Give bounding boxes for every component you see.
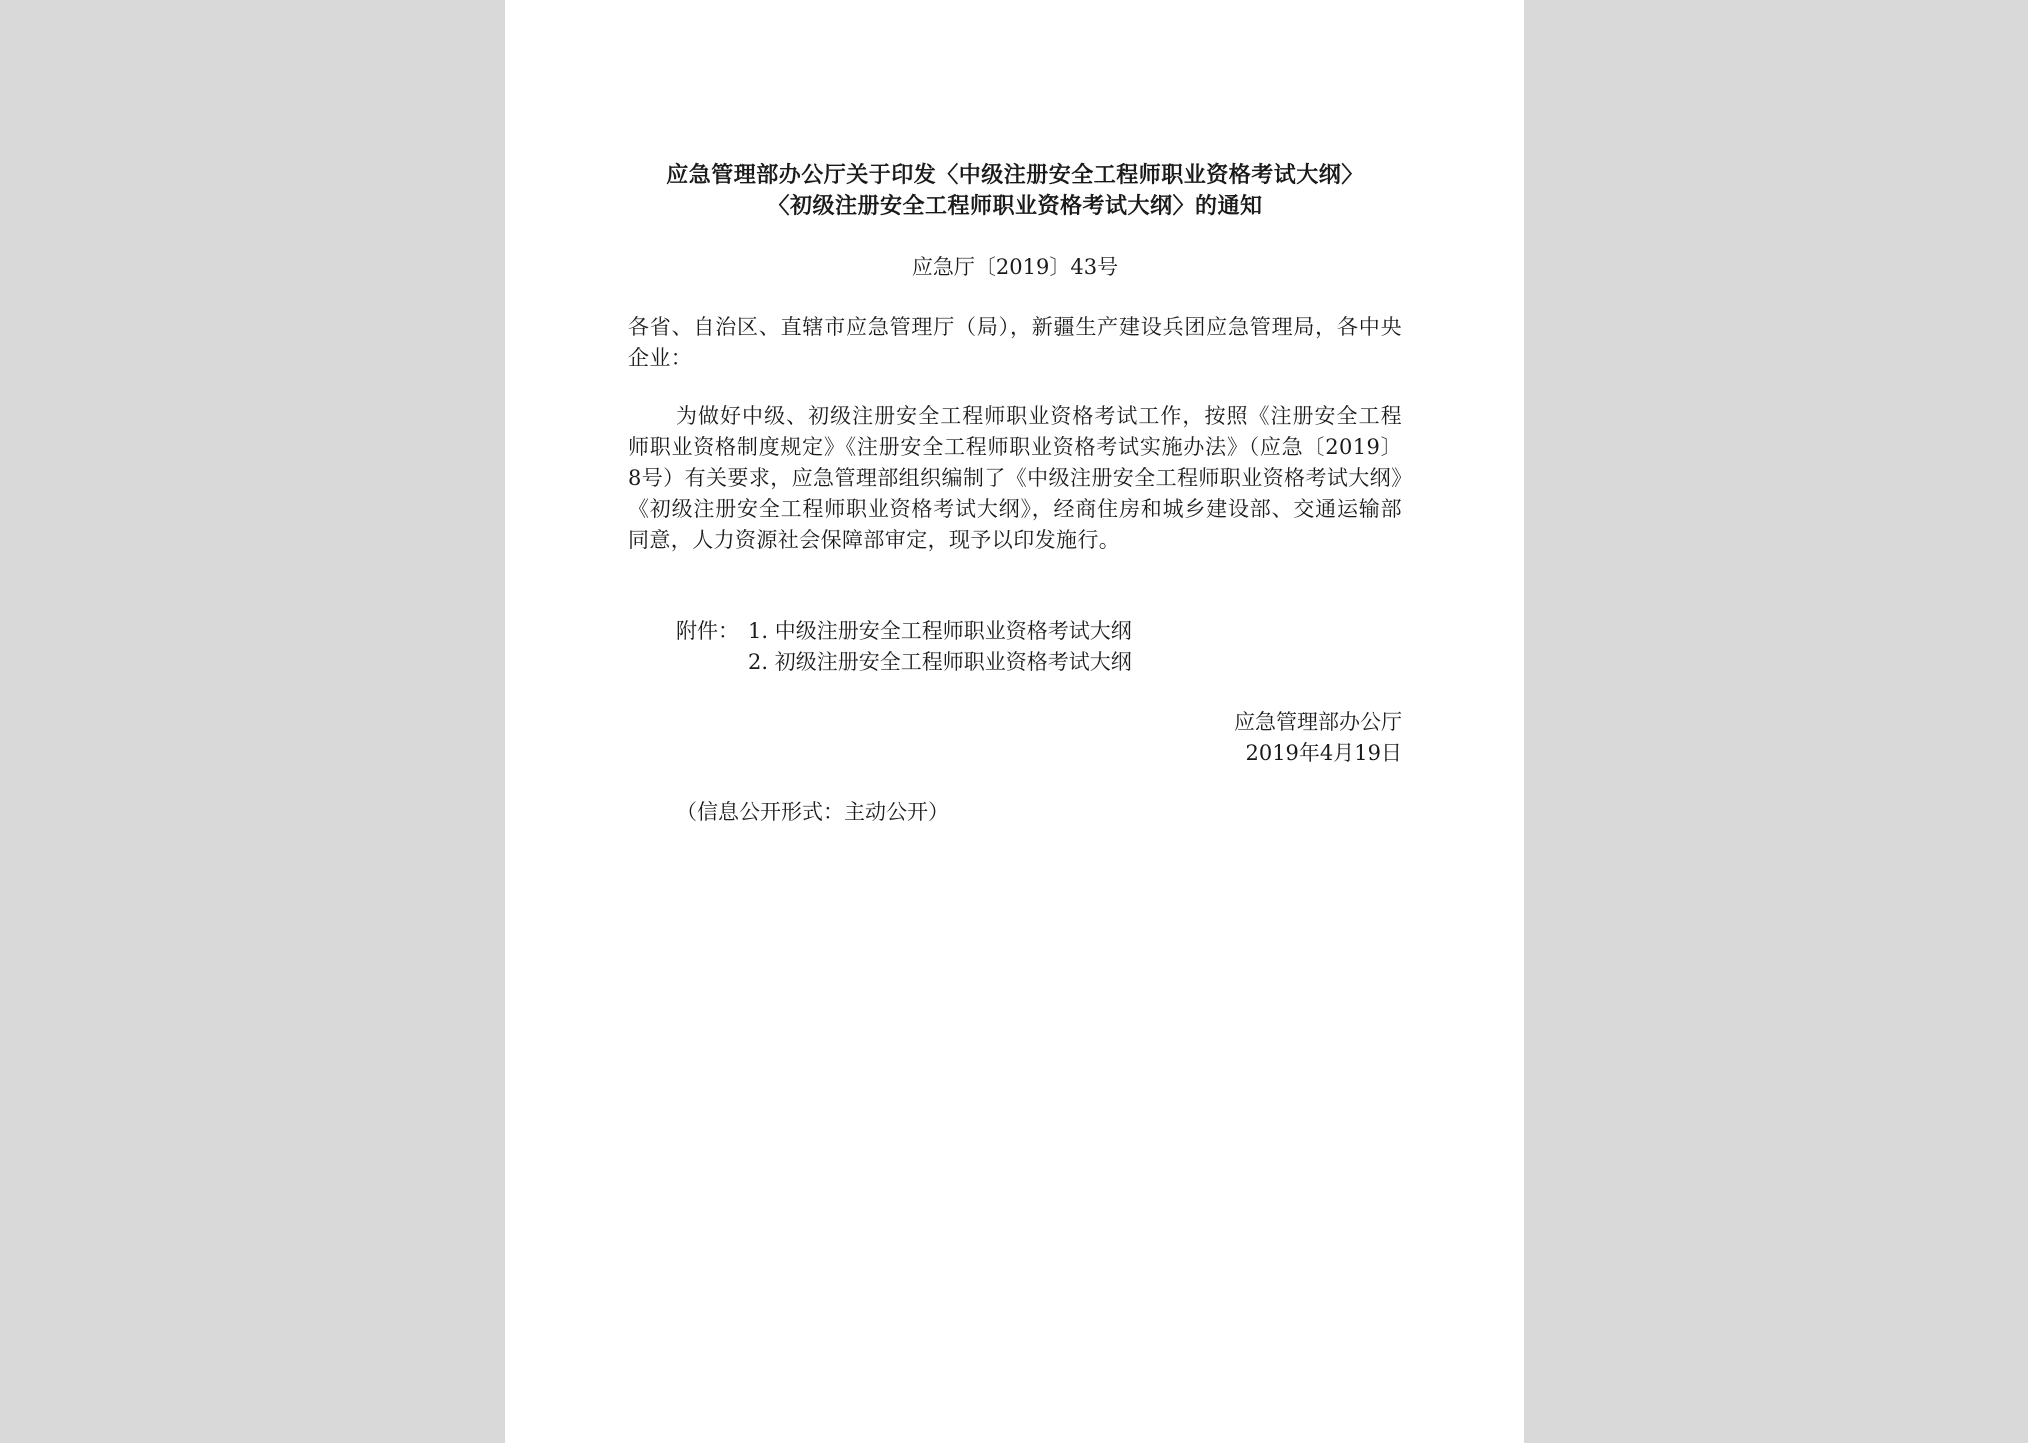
attachment-item-2: 2. 初级注册安全工程师职业资格考试大纲 (748, 650, 1132, 674)
body-paragraph: 为做好中级、初级注册安全工程师职业资格考试工作，按照《注册安全工程师职业资格制度规定》《注册安全工程师职业资格考试实施办法》（应急〔2019〕8号）有关要求，应急管理部组织编制了《中级注册安全工程师职业资格考试大纲》《初级注册安全工程师职业资格考试大纲》，经商住房和城乡建设部、交通运输部同意，人力资源社会保障部审定，现予以印发施行。 (628, 404, 1402, 552)
document-number: 应急厅〔2019〕43号 (911, 255, 1119, 279)
attachment-item-1: 1. 中级注册安全工程师职业资格考试大纲 (748, 619, 1132, 643)
attachment-label: 附件： (676, 619, 739, 643)
signatory: 应急管理部办公厅 (1234, 710, 1402, 734)
disclosure-note: （信息公开形式：主动公开） (676, 800, 949, 824)
attachment-row (676, 647, 1132, 678)
document-title (628, 160, 1402, 222)
document-page (505, 0, 1524, 1443)
attachment-spacer (676, 647, 748, 678)
title-line-2: 〈初级注册安全工程师职业资格考试大纲〉的通知 (767, 193, 1263, 219)
signature-block (1234, 707, 1402, 769)
attachment-row (676, 616, 1132, 647)
addressee: 各省、自治区、直辖市应急管理厅（局），新疆生产建设兵团应急管理局，各中央企业： (628, 315, 1402, 370)
attachments (676, 616, 1132, 678)
title-line-1: 应急管理部办公厅关于印发〈中级注册安全工程师职业资格考试大纲〉 (666, 162, 1364, 188)
issue-date: 2019年4月19日 (1245, 741, 1402, 765)
